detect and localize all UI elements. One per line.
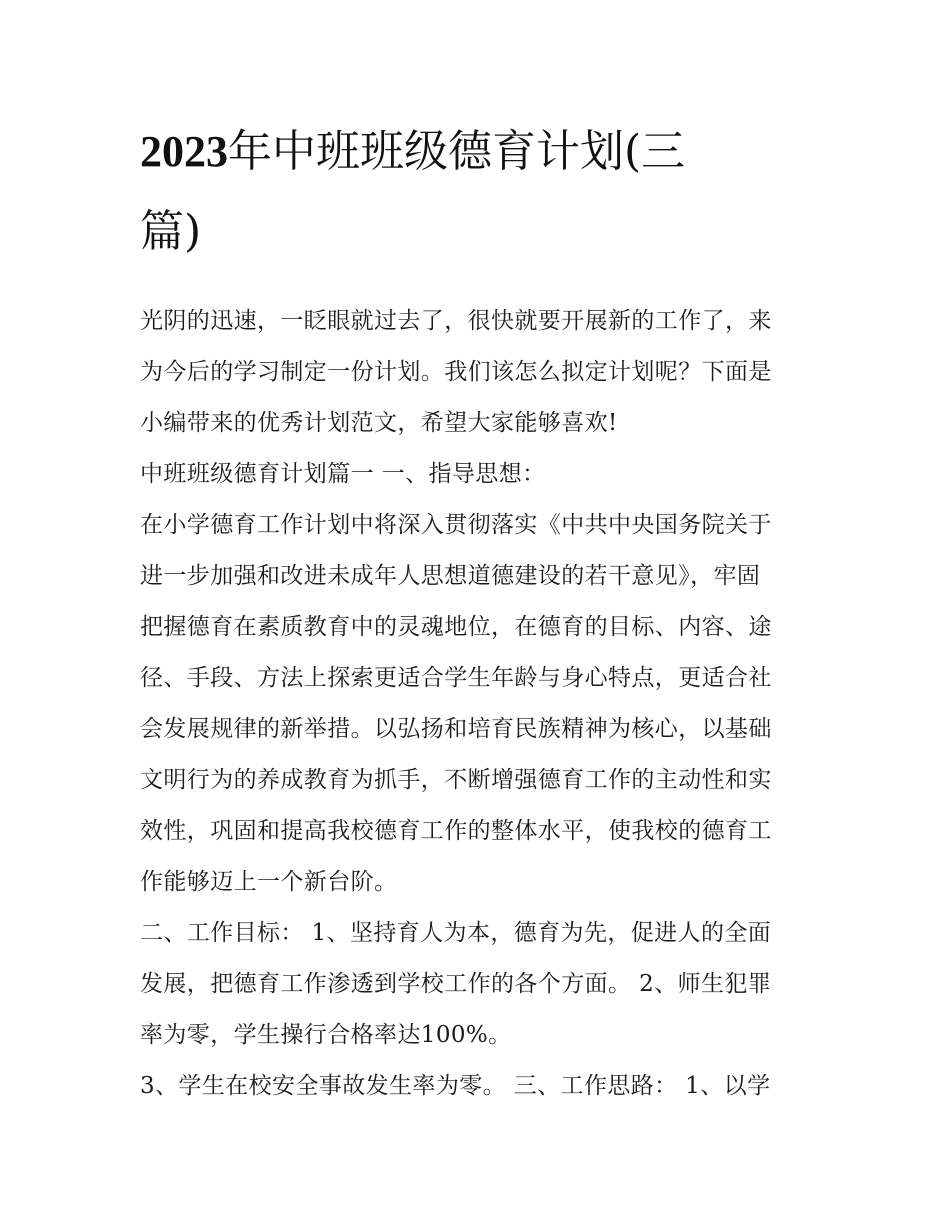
- text-line: 会发展规律的新举措。以弘扬和培育民族精神为核心，以基础: [140, 716, 772, 742]
- text-line: 把握德育在素质教育中的灵魂地位，在德育的目标、内容、途: [140, 614, 772, 640]
- work-goals-paragraph: [140, 908, 820, 1061]
- text-line: 中班班级德育计划篇一 一、指导思想：: [140, 461, 546, 487]
- text-line: 文明行为的养成教育为抓手，不断增强德育工作的主动性和实: [140, 767, 772, 793]
- text-line: 3、学生在校安全事故发生率为零。 三、工作思路： 1、以学: [140, 1073, 771, 1099]
- text-line: 小编带来的优秀计划范文，希望大家能够喜欢!: [140, 410, 618, 436]
- text-line: 进一步加强和改进未成年人思想道德建设的若干意见》，牢固: [140, 563, 761, 589]
- intro-paragraph: [140, 296, 820, 449]
- title-line-1-text: 年中班班级德育计划(三: [228, 126, 686, 177]
- title-line-1: [140, 112, 820, 192]
- text-line: 径、手段、方法上探索更适合学生年龄与身心特点，更适合社: [140, 665, 772, 691]
- guiding-thought-paragraph: [140, 500, 820, 908]
- section-heading-paragraph: [140, 449, 820, 500]
- text-line: 率为零，学生操行合格率达100%。: [140, 1022, 512, 1048]
- text-line: 效性，巩固和提高我校德育工作的整体水平，使我校的德育工: [140, 818, 772, 844]
- text-line: 光阴的迅速，一眨眼就过去了，很快就要开展新的工作了，来: [140, 308, 772, 334]
- title-year: 2023: [140, 127, 228, 176]
- text-line: 发展，把德育工作渗透到学校工作的各个方面。 2、师生犯罪: [140, 971, 772, 997]
- title-line-2: 篇): [140, 206, 202, 257]
- safety-paragraph: [140, 1061, 820, 1112]
- document-body: [140, 112, 820, 1112]
- text-line: 二、工作目标： 1、坚持育人为本，德育为先，促进人的全面: [140, 920, 772, 946]
- text-line: 作能够迈上一个新台阶。: [140, 869, 398, 895]
- text-line: 为今后的学习制定一份计划。我们该怎么拟定计划呢？下面是: [140, 359, 772, 385]
- document-title: [140, 112, 820, 272]
- text-line: 在小学德育工作计划中将深入贯彻落实《中共中央国务院关于: [140, 512, 772, 538]
